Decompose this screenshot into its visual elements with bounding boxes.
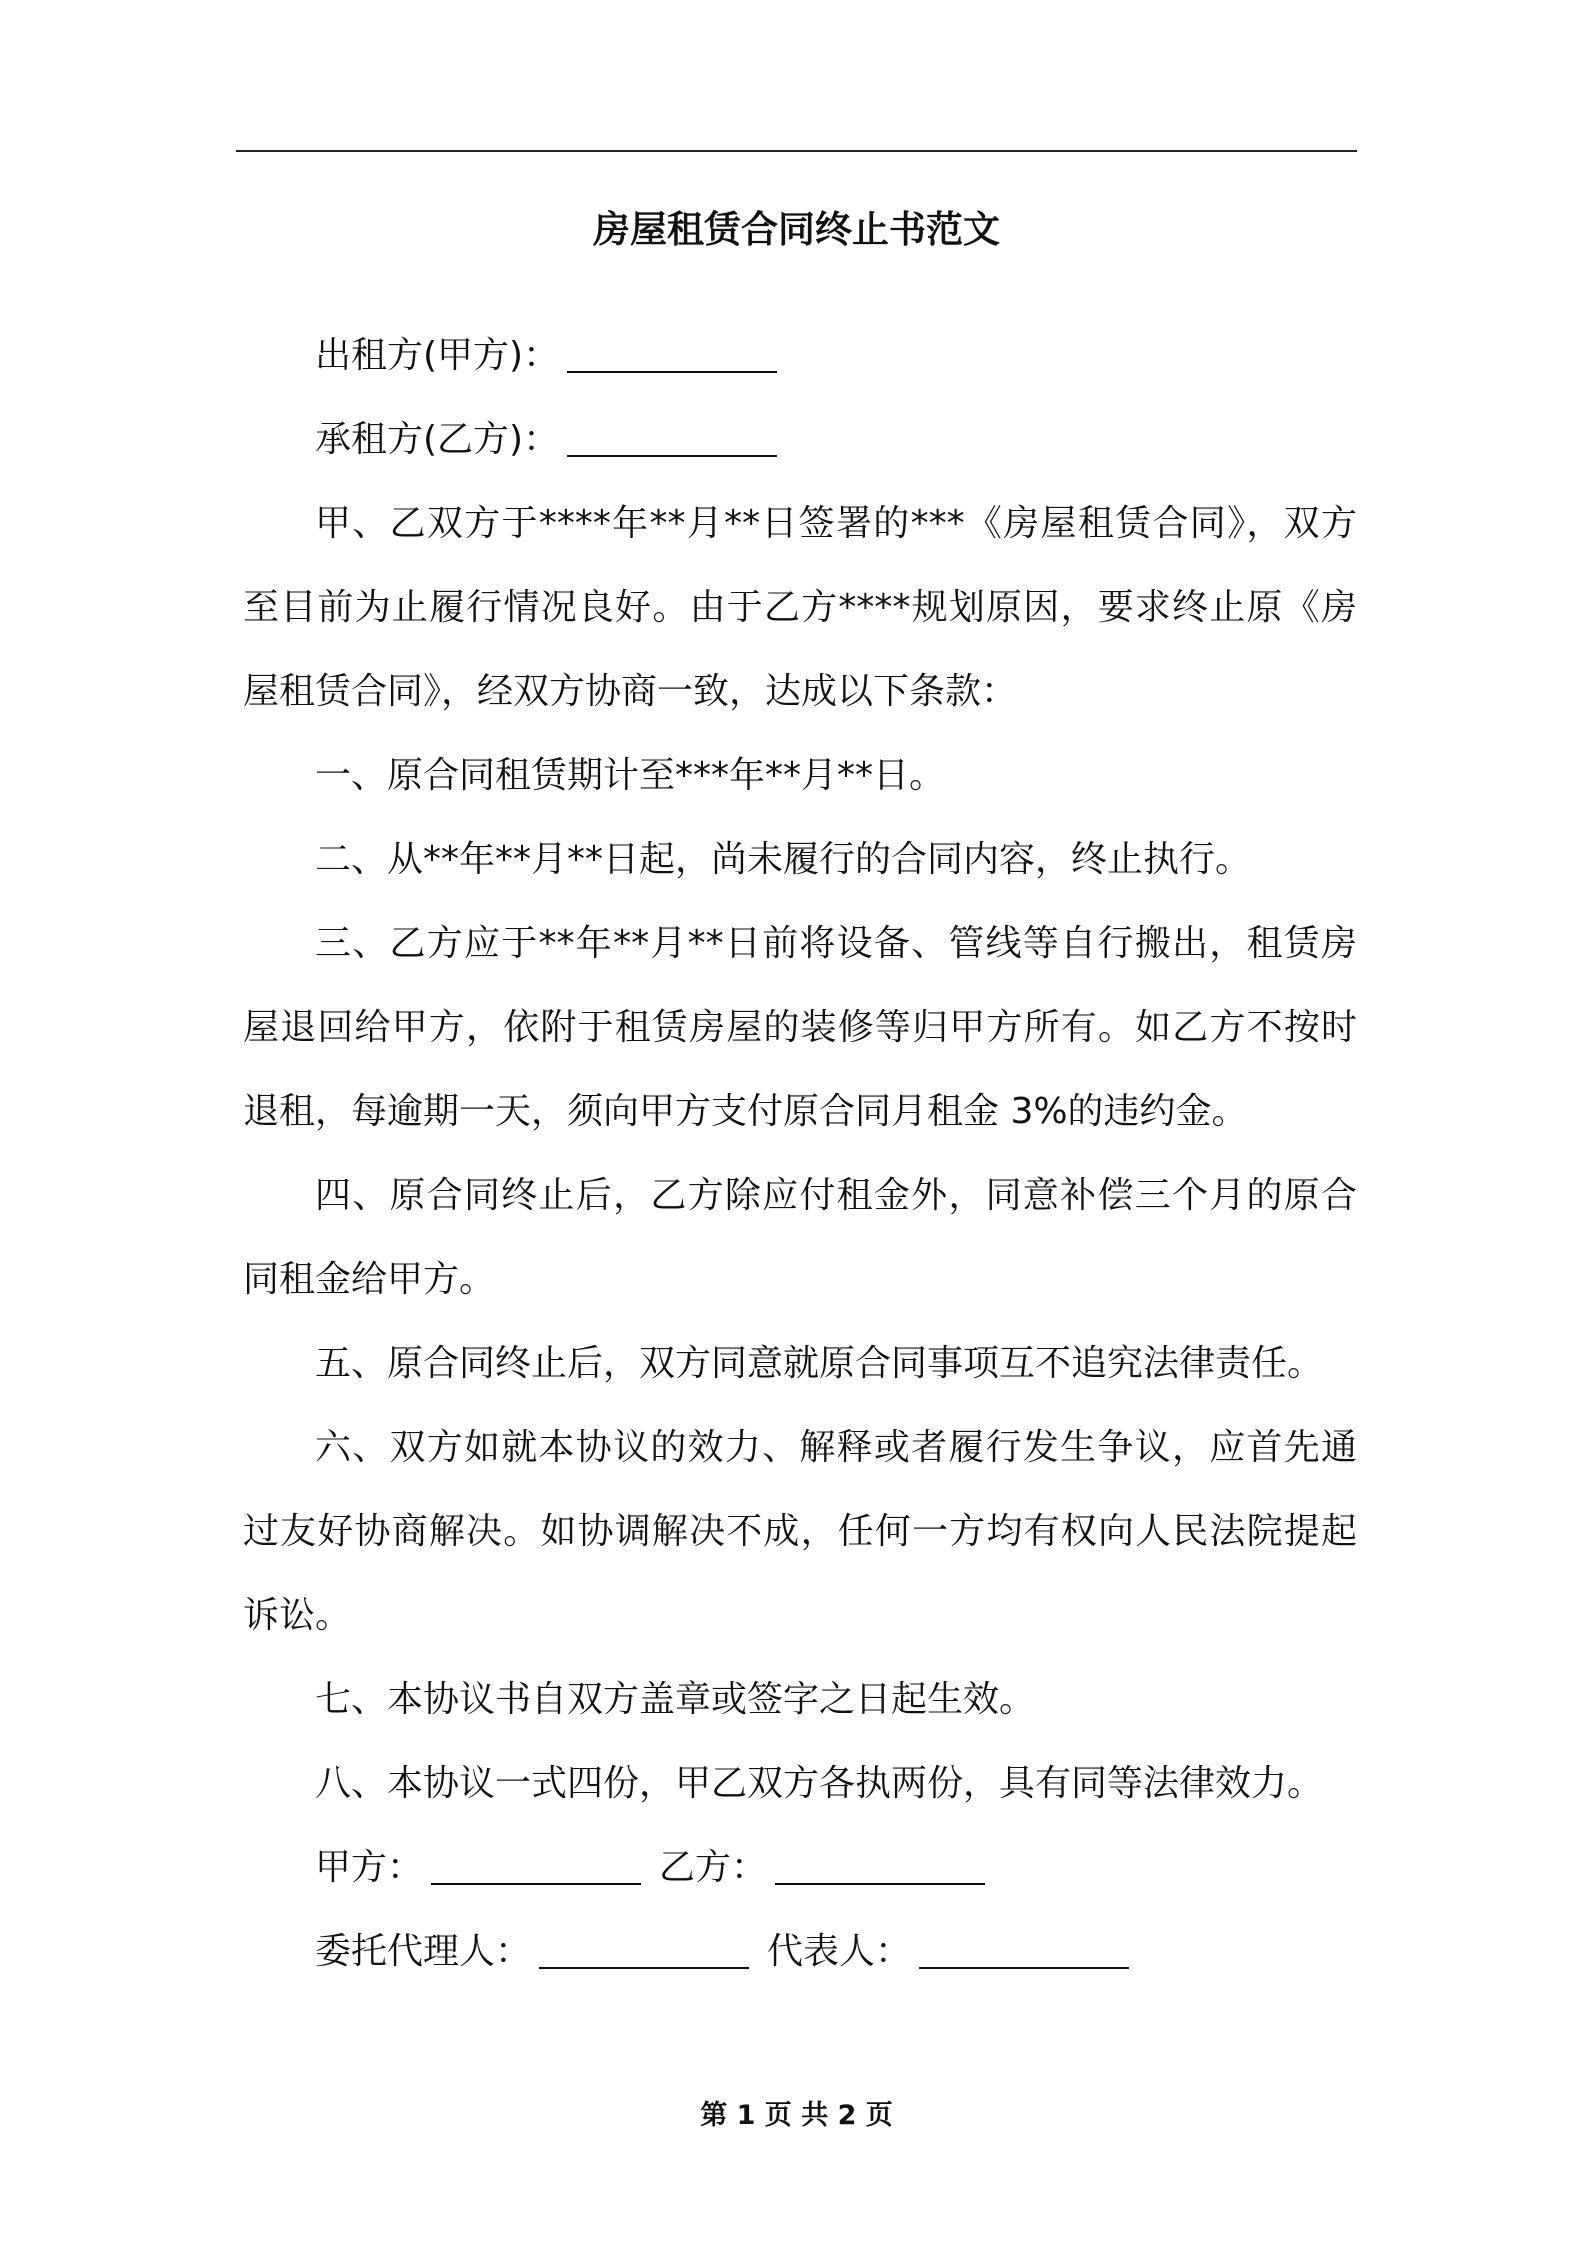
lessee-line bbox=[243, 398, 1357, 482]
lessor-blank bbox=[567, 335, 777, 373]
clause-4: 四、原合同终止后，乙方除应付租金外，同意补偿三个月的原合同租金给甲方。 bbox=[243, 1175, 1357, 1300]
document-title: 房屋租赁合同终止书范文 bbox=[593, 208, 1000, 251]
clause-7: 七、本协议书自双方盖章或签字之日起生效。 bbox=[315, 1679, 1036, 1720]
agent-blank bbox=[539, 1931, 749, 1969]
signature-line-agents bbox=[243, 1910, 1357, 1994]
party-a-blank bbox=[431, 1847, 641, 1885]
clause-8: 八、本协议一式四份，甲乙双方各执两份，具有同等法律效力。 bbox=[315, 1763, 1324, 1804]
clause-6: 六、双方如就本协议的效力、解释或者履行发生争议，应首先通过友好协商解决。如协调解决不成，任何一方均有权向人民法院提起诉讼。 bbox=[243, 1427, 1357, 1636]
representative-label: 代表人： bbox=[767, 1931, 912, 1972]
page-number: 第 1 页 共 2 页 bbox=[700, 2100, 893, 2131]
party-b-blank bbox=[775, 1847, 985, 1885]
lessor-line bbox=[243, 314, 1357, 398]
representative-blank bbox=[919, 1931, 1129, 1969]
header-rule bbox=[236, 150, 1357, 152]
intro-paragraph: 甲、乙双方于****年**月**日签署的***《房屋租赁合同》，双方至目前为止履行情况良好。由于乙方****规划原因，要求终止原《房屋租赁合同》，经双方协商一致，达成以下条款： bbox=[243, 503, 1357, 712]
agent-label: 委托代理人： bbox=[315, 1931, 532, 1972]
signature-line-parties bbox=[243, 1826, 1357, 1910]
clause-2: 二、从**年**月**日起，尚未履行的合同内容，终止执行。 bbox=[315, 839, 1252, 880]
party-b-label: 乙方： bbox=[659, 1847, 768, 1888]
party-a-label: 甲方： bbox=[315, 1847, 424, 1888]
clause-5: 五、原合同终止后，双方同意就原合同事项互不追究法律责任。 bbox=[315, 1343, 1324, 1384]
clause-3: 三、乙方应于**年**月**日前将设备、管线等自行搬出，租赁房屋退回给甲方，依附于租赁房屋的装修等归甲方所有。如乙方不按时退租，每逾期一天，须向甲方支付原合同月租金 3%的违约金。 bbox=[243, 923, 1357, 1132]
lessor-label: 出租方(甲方)： bbox=[315, 335, 560, 376]
lessee-blank bbox=[567, 419, 777, 457]
document-body bbox=[243, 314, 1357, 1994]
clause-1: 一、原合同租赁期计至***年**月**日。 bbox=[315, 755, 946, 796]
lessee-label: 承租方(乙方)： bbox=[315, 419, 560, 460]
